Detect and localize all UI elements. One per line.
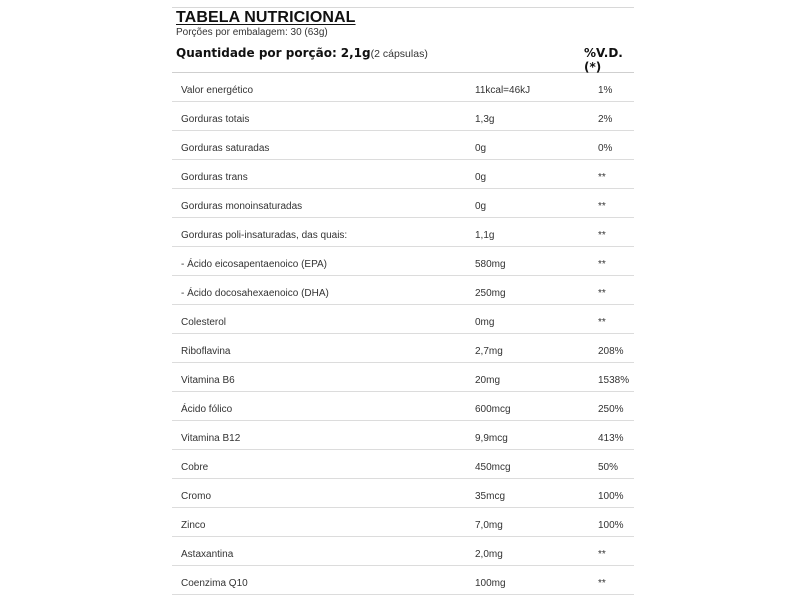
nutrient-name: Vitamina B6	[181, 375, 235, 386]
nutrient-vd: 1%	[598, 85, 613, 96]
nutrient-amount: 20mg	[475, 375, 501, 386]
nutrient-vd: 0%	[598, 143, 613, 154]
portion-value: 2,1g	[340, 46, 371, 60]
nutrient-name: Vitamina B12	[181, 433, 241, 444]
nutrient-amount: 2,0mg	[475, 549, 503, 560]
nutrient-name: Cromo	[181, 491, 212, 502]
table-row	[172, 392, 634, 421]
nutrient-vd: **	[598, 317, 606, 328]
table-row	[172, 276, 634, 305]
table-row	[172, 131, 634, 160]
nutrient-amount: 9,9mcg	[475, 433, 508, 444]
nutrient-vd: **	[598, 578, 606, 589]
nutrient-vd: **	[598, 549, 606, 560]
page-title: TABELA NUTRICIONAL	[176, 9, 356, 26]
table-row	[172, 508, 634, 537]
nutrient-amount: 250mg	[475, 288, 506, 299]
servings-per-package: Porções por embalagem: 30 (63g)	[176, 27, 328, 38]
nutrient-vd: **	[598, 201, 606, 212]
nutrient-name: Colesterol	[181, 317, 227, 328]
nutrient-vd: 100%	[598, 491, 624, 502]
nutrient-name: Cobre	[181, 462, 209, 473]
nutrient-rows	[172, 73, 634, 595]
table-row	[172, 305, 634, 334]
nutrient-vd: 50%	[598, 462, 619, 473]
nutrient-vd: **	[598, 172, 606, 183]
table-row	[172, 363, 634, 392]
nutrient-name: Gorduras saturadas	[181, 143, 270, 154]
nutrient-name: Valor energético	[181, 85, 254, 96]
nutrient-name: - Ácido eicosapentaenoico (EPA)	[181, 259, 328, 270]
nutrient-name: Coenzima Q10	[181, 578, 248, 589]
nutrient-amount: 35mcg	[475, 491, 506, 502]
nutrition-table-panel	[172, 0, 634, 595]
nutrient-name: Ácido fólico	[181, 404, 233, 415]
top-divider	[172, 7, 634, 8]
nutrient-amount: 11kcal=46kJ	[475, 85, 531, 96]
nutrient-amount: 100mg	[475, 578, 506, 589]
table-row	[172, 189, 634, 218]
nutrient-vd: **	[598, 259, 606, 270]
table-row	[172, 566, 634, 595]
nutrient-amount: 600mcg	[475, 404, 511, 415]
nutrient-amount: 7,0mg	[475, 520, 503, 531]
nutrient-amount: 0g	[475, 143, 487, 154]
portion-note: (2 cápsulas)	[370, 48, 428, 60]
nutrient-vd: **	[598, 288, 606, 299]
table-row	[172, 334, 634, 363]
nutrient-amount: 0g	[475, 201, 487, 212]
nutrient-name: Gorduras poli-insaturadas, das quais:	[181, 230, 348, 241]
table-row	[172, 479, 634, 508]
nutrient-amount: 580mg	[475, 259, 506, 270]
nutrient-amount: 0mg	[475, 317, 495, 328]
nutrient-name: Gorduras trans	[181, 172, 248, 183]
table-row	[172, 537, 634, 566]
table-row	[172, 160, 634, 189]
nutrient-amount: 0g	[475, 172, 487, 183]
nutrient-name: Astaxantina	[181, 549, 234, 560]
table-row	[172, 218, 634, 247]
nutrient-vd: 100%	[598, 520, 624, 531]
nutrient-vd: 208%	[598, 346, 624, 357]
nutrient-vd: 250%	[598, 404, 624, 415]
table-row	[172, 73, 634, 102]
vd-column-header: %V.D.(*)	[584, 46, 623, 74]
nutrient-vd: 2%	[598, 114, 613, 125]
nutrient-amount: 1,1g	[475, 230, 495, 241]
nutrient-name: Gorduras totais	[181, 114, 250, 125]
table-row	[172, 421, 634, 450]
nutrient-amount: 1,3g	[475, 114, 495, 125]
table-row	[172, 247, 634, 276]
nutrient-vd: **	[598, 230, 606, 241]
nutrient-name: Gorduras monoinsaturadas	[181, 201, 303, 212]
nutrient-vd: 1538%	[598, 375, 630, 386]
nutrient-amount: 2,7mg	[475, 346, 503, 357]
nutrient-amount: 450mcg	[475, 462, 511, 473]
nutrient-name: Riboflavina	[181, 346, 231, 357]
nutrient-name: - Ácido docosahexaenoico (DHA)	[181, 288, 329, 299]
table-row	[172, 450, 634, 479]
nutrient-name: Zinco	[181, 520, 206, 531]
table-header	[172, 46, 634, 73]
nutrient-vd: 413%	[598, 433, 624, 444]
table-row	[172, 102, 634, 131]
portion-label: Quantidade por porção:	[176, 46, 337, 60]
